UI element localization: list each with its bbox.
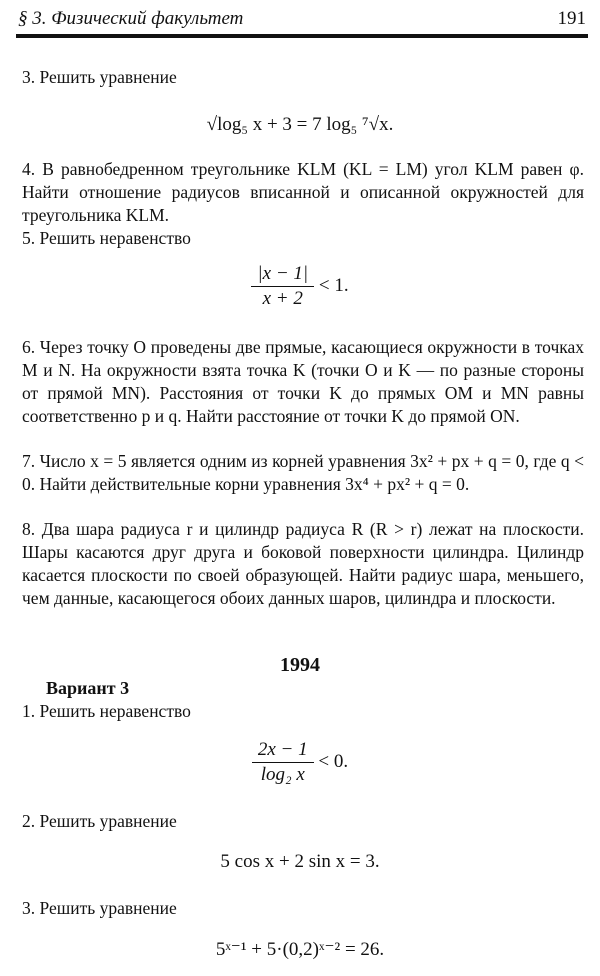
- equation-3: √log₅ x + 3 = 7 log₅ ⁷√x.: [206, 114, 394, 135]
- problem-3b-text: 3. Решить уравнение: [22, 898, 177, 918]
- inequality-5: [0, 262, 600, 311]
- problem-4-text: 4. В равнобедренном треугольнике KLM (KL = LM) угол KLM равен φ. Найти отношение радиусов вписанной и описанной окружностей для треугольника KLM.: [22, 159, 584, 225]
- fraction-denominator: x + 2: [262, 288, 303, 309]
- inequality-1: [0, 738, 600, 787]
- inequality-rhs: < 0.: [313, 750, 349, 772]
- problem-1-text: 1. Решить неравенство: [22, 701, 191, 721]
- fraction: [252, 738, 314, 787]
- problem-6-text: 6. Через точку O проведены две прямые, касающиеся окружности в точках M и N. На окружности взята точка K (точки O и K — по разные стороны от прямой MN). Расстояния от точки K до прямых OM и MN равны соответственно p и q. Найти расстояние от точки K до прямой ON.: [22, 337, 584, 426]
- running-header: [16, 6, 588, 38]
- problem-2-text: 2. Решить уравнение: [22, 811, 177, 831]
- problem-7-text: 7. Число x = 5 является одним из корней уравнения 3x² + px + q = 0, где q < 0. Найти действительные корни уравнения 3x⁴ + px² + q = 0.: [22, 451, 584, 494]
- equation-3b: 5ˣ⁻¹ + 5·(0,2)ˣ⁻² = 26.: [215, 939, 385, 960]
- fraction: [251, 262, 314, 311]
- page-number: 191: [557, 8, 586, 29]
- problem-8-text: 8. Два шара радиуса r и цилиндр радиуса R (R > r) лежат на плоскости. Шары касаются друг друга и боковой поверхности цилиндра. Цилиндр касается плоскости по своей образующей. Найти радиус шара, меньшего, чем данные, касающегося обоих данных шаров, цилиндра и плоскости.: [22, 519, 584, 608]
- year-heading: 1994: [280, 654, 320, 676]
- variant-heading: Вариант 3: [46, 678, 130, 698]
- fraction-numerator: |x − 1|: [251, 262, 314, 287]
- problem-3-text: 3. Решить уравнение: [22, 67, 177, 87]
- fraction-numerator: 2x − 1: [252, 738, 314, 763]
- section-title: § 3. Физический факультет: [18, 8, 244, 29]
- fraction-denominator: log₂ x: [260, 764, 305, 785]
- inequality-rhs: < 1.: [314, 274, 349, 296]
- problem-5-text: 5. Решить неравенство: [22, 228, 191, 248]
- equation-2: 5 cos x + 2 sin x = 3.: [220, 851, 380, 872]
